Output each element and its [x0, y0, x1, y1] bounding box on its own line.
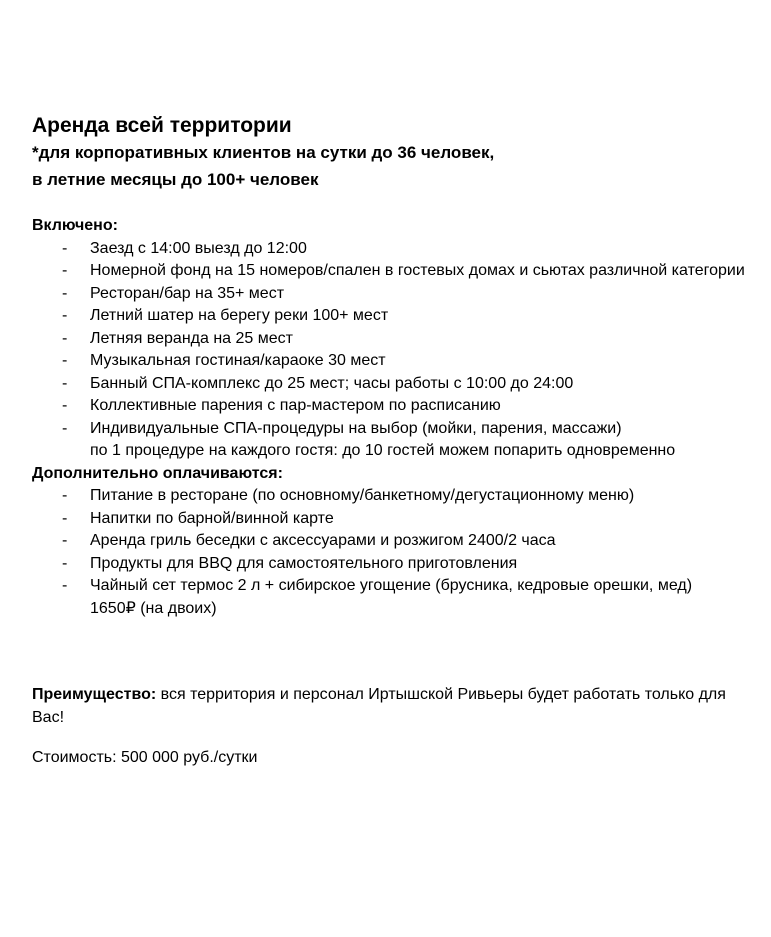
extra-paid-list: [32, 485, 767, 620]
included-item-text: Коллективные парения с пар-мастером по расписанию: [90, 397, 501, 414]
included-item: [32, 260, 767, 283]
extra-paid-item: [32, 530, 767, 553]
extra-paid-item: [32, 508, 767, 531]
included-item-text: Номерной фонд на 15 номеров/спален в гостевых домах и сьютах различной категории: [90, 262, 745, 279]
document-title: Аренда всей территории: [32, 114, 292, 137]
document: [32, 112, 767, 770]
extra-paid-heading: Дополнительно оплачиваются:: [32, 464, 283, 482]
included-item: [32, 350, 767, 373]
extra-paid-item-text: Напитки по барной/винной карте: [90, 509, 334, 527]
included-item-text: Заезд с 14:00 выезд до 12:00: [90, 239, 307, 257]
advantage-text: вся территория и персонал Иртышской Ривьеры будет работать только для Вас!: [32, 686, 726, 726]
extra-paid-item-text: Аренда гриль беседки с аксессуарами и розжигом 2400/2 часа: [90, 532, 556, 549]
dash-bullet-icon: -: [62, 419, 68, 437]
included-list: [32, 238, 767, 463]
dash-bullet-icon: -: [62, 577, 68, 594]
dash-bullet-icon: -: [62, 329, 68, 347]
included-item: [32, 395, 767, 418]
extra-paid-item-text: Чайный сет термос 2 л + сибирское угощение (брусника, кедровые орешки, мед): [90, 577, 693, 594]
included-item-text: Музыкальная гостиная/караоке 30 мест: [90, 352, 386, 369]
advantage-paragraph: [32, 684, 732, 729]
advantage-label: Преимущество:: [32, 686, 157, 703]
dash-bullet-icon: -: [62, 239, 68, 257]
extra-paid-item-text: Питание в ресторане (по основному/банкетному/дегустационному меню): [90, 487, 635, 504]
included-item-text: Банный СПА-комплекс до 25 мест; часы работы с 10:00 до 24:00: [90, 374, 574, 392]
included-item: [32, 283, 767, 306]
included-item-text: Летний шатер на берегу реки 100+ мест: [90, 307, 389, 324]
dash-bullet-icon: -: [62, 487, 68, 504]
dash-bullet-icon: -: [62, 284, 68, 302]
included-item-text-line-2: по 1 процедуре на каждого гостя: до 10 гостей можем попарить одновременно: [90, 442, 676, 459]
price-line: Стоимость: 500 000 руб./сутки: [32, 749, 258, 766]
extra-paid-item: [32, 485, 767, 508]
document-subtitle-line-2: в летние месяцы до 100+ человек: [32, 170, 319, 189]
included-item-text: Ресторан/бар на 35+ мест: [90, 284, 285, 302]
extra-paid-item: [32, 575, 767, 620]
included-item: [32, 305, 767, 328]
dash-bullet-icon: -: [62, 352, 68, 369]
included-item: [32, 418, 767, 463]
dash-bullet-icon: -: [62, 509, 68, 527]
extra-paid-item-text-line-2: 1650₽ (на двоих): [90, 599, 217, 617]
included-item-text: Летняя веранда на 25 мест: [90, 329, 293, 347]
dash-bullet-icon: -: [62, 374, 68, 392]
included-item: [32, 328, 767, 351]
included-heading: Включено:: [32, 217, 118, 234]
dash-bullet-icon: -: [62, 307, 68, 324]
extra-paid-item-text: Продукты для BBQ для самостоятельного приготовления: [90, 554, 518, 572]
included-item: [32, 238, 767, 261]
dash-bullet-icon: -: [62, 554, 68, 572]
included-item: [32, 373, 767, 396]
extra-paid-item: [32, 553, 767, 576]
dash-bullet-icon: -: [62, 397, 68, 414]
dash-bullet-icon: -: [62, 532, 68, 549]
document-subtitle-line-1: *для корпоративных клиентов на сутки до 36 человек,: [32, 143, 495, 162]
included-item-text: Индивидуальные СПА-процедуры на выбор (мойки, парения, массажи): [90, 419, 622, 437]
dash-bullet-icon: -: [62, 262, 68, 279]
